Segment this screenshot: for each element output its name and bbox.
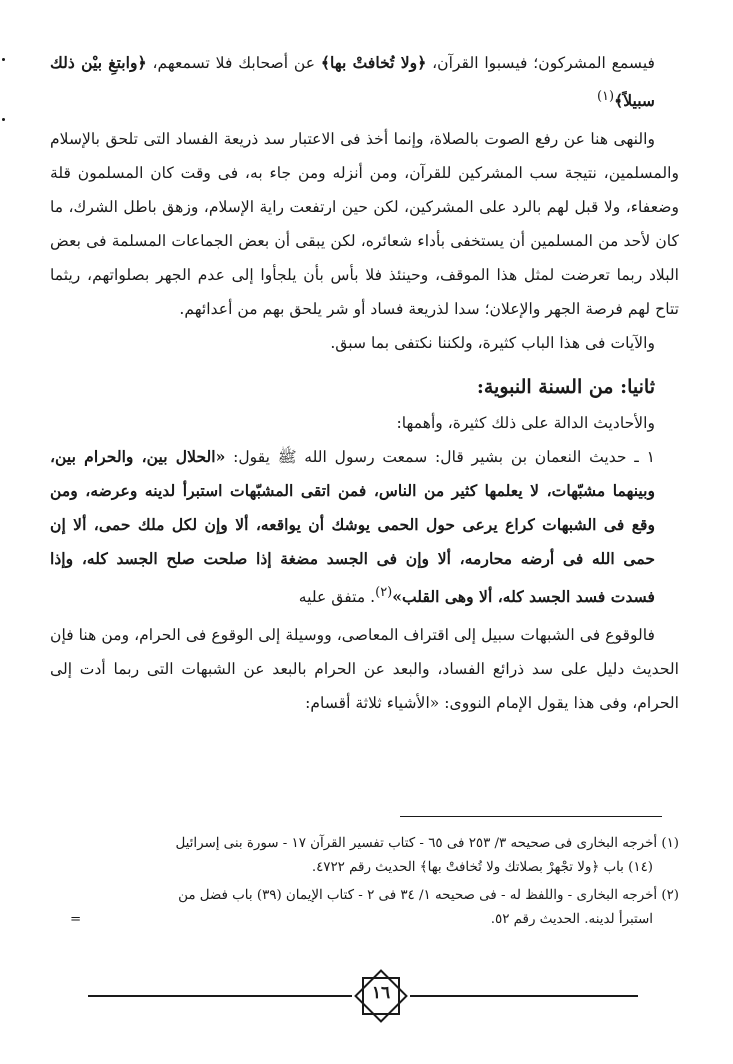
footnote-text: (١٤) باب ﴿ولا تجْهرْ بصلاتك ولا تُخافتْ بها﴾ الحديث رقم ٤٧٢٢.: [311, 860, 653, 875]
paragraph: فالوقوع فى الشبهات سبيل إلى اقتراف المعاصى، ووسيلة إلى الوقوع فى الحرام، ومن هنا فإن الحديث دليل على سد ذرائع الفساد، والبعد عن الحرام بالبعد عن الشبهات التى ربما أدت إلى الحرام، وفى هذا يقول الإمام النووى: «الأشياء ثلاثة أقسام:: [50, 626, 679, 713]
footnotes: [50, 832, 679, 936]
quran-quote: ﴿وابتغِ بيْن ذلك سبيلاً﴾: [50, 53, 655, 111]
footnote-2: [50, 884, 679, 932]
text-run: فيسمع المشركون؛ فيسبوا القرآن،: [426, 54, 655, 72]
margin-mark: [2, 118, 5, 121]
page-number: ١٦: [371, 983, 391, 1003]
section-intro: والأحاديث الدالة على ذلك كثيرة، وأهمها:: [396, 414, 655, 433]
margin-mark: [2, 58, 5, 61]
hadith-lead: ـ حديث النعمان بن بشير قال: سمعت رسول الله ﷺ يقول:: [225, 448, 647, 467]
footnote-ref: (١): [596, 89, 615, 104]
hadith-text: «الحلال بين، والحرام بين، وبينهما مشبّهات، لا يعلمها كثير من الناس، فمن اتقى المشبّهات استبرأ لدينه وعرضه، ومن وقع فى الشبهات كراع يرعى حول الحمى يوشك أن يواقعه، ألا وإن لكل ملك حمى، ألا إن حمى الله فى أرضه محارمه، ألا وإن فى الجسد مضغة إذا صلحت صلح الجسد كله، وإذا فسدت فسد الجسد كله، ألا وهى القلب»: [50, 447, 655, 607]
page-number-ornament: [352, 967, 410, 1025]
footnote-text: (٢) أخرجه البخارى - واللفظ له - فى صحيحه ١/ ٣٤ فى ٢ - كتاب الإيمان (٣٩) باب فضل من: [178, 888, 679, 903]
hadith-item: [50, 440, 679, 614]
main-text: [50, 46, 679, 720]
section-heading: ثانيا: من السنة النبوية:: [476, 376, 655, 399]
quran-quote: ﴿ولا تُخافتْ بها﴾: [320, 53, 427, 72]
paragraph-continuation: [50, 46, 679, 118]
bottom-rule: [410, 995, 638, 997]
paragraph: والنهى هنا عن رفع الصوت بالصلاة، وإنما أخذ فى الاعتبار سد ذريعة الفساد التى تلحق بالإسلام والمسلمين، نتيجة سب المشركين للقرآن، ومن أنزله ومن جاء به، فى وقت كان المسلمون قلة وضعفاء، ولا قبل لهم بالرد على المشركين، لكن حين ارتفعت راية الإسلام، وزهق باطل الشرك، ما كان لأحد من المسلمين أن يستخفى بأداء شعائره، لكن يبقى أن بعض الجماعات المسلمة فى بعض البلاد ربما تعرضت لمثل هذا الموقف، وحينئذ فلا بأس بأن يلجأوا إلى عدم الجهر بصلواتهم، ريثما تتاح لهم فرصة الجهر والإعلان؛ سدا لذريعة فساد أو شر يلحق بهم من أعدائهم.: [50, 130, 679, 319]
footnote-1: [50, 832, 679, 880]
footnote-ref: (٢): [375, 585, 393, 601]
bottom-rule: [88, 995, 352, 997]
text-run: عن أصحابك فلا تسمعهم،: [146, 54, 321, 72]
continuation-mark: =: [70, 912, 82, 927]
paragraph: والآيات فى هذا الباب كثيرة، ولكننا نكتفى بما سبق.: [330, 334, 655, 353]
footnote-divider: [400, 816, 662, 817]
hadith-source: . متفق عليه: [298, 588, 376, 607]
footnote-text: (١) أخرجه البخارى فى صحيحه ٣/ ٢٥٣ فى ٦٥ - كتاب تفسير القرآن ١٧ - سورة بنى إسرائيل: [175, 836, 679, 851]
footnote-text: استبرأ لدينه. الحديث رقم ٥٢.: [490, 912, 653, 927]
item-number: ١: [646, 448, 655, 467]
